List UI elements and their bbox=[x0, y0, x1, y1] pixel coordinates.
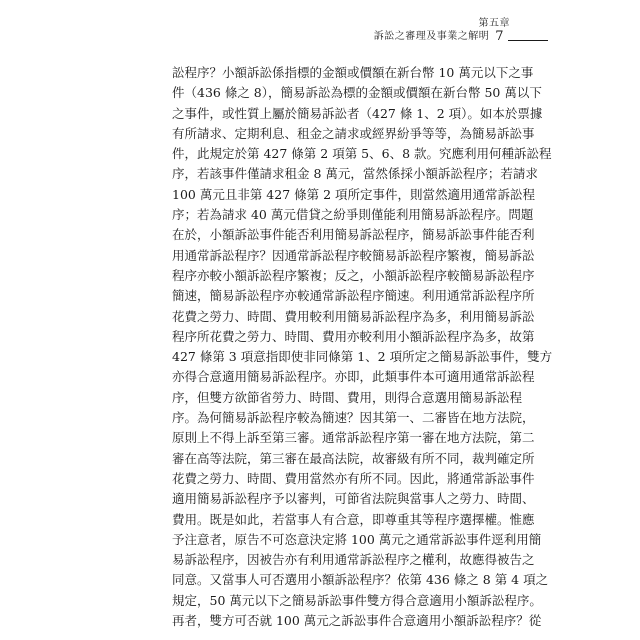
body-line: 在於，小額訴訟事件能否利用簡易訴訟程序，簡易訴訟事件能否利 bbox=[172, 227, 535, 243]
body-line: 用通常訴訟程序？因通常訴訟程序較簡易訴訟程序繁複，簡易訴訟 bbox=[172, 247, 535, 263]
body-line: 程序亦較小額訴訟程序繁複；反之，小額訴訟程序較簡易訴訟程序 bbox=[172, 267, 535, 283]
section-title: 訴訟之審理及事業之解明 bbox=[373, 31, 490, 42]
running-header bbox=[374, 18, 548, 43]
body-line: 之事件，或性質上屬於簡易訴訟者（427 條 1、2 項）。如本於票據 bbox=[172, 105, 543, 121]
section-line bbox=[374, 30, 548, 43]
body-line: 件（436 條之 8），簡易訴訟為標的金額或價額在新台幣 50 萬以下 bbox=[172, 85, 542, 101]
body-line: 427 條第 3 項意指即使非同條第 1、2 項所定之簡易訴訟事件，雙方 bbox=[172, 349, 553, 365]
body-line: 簡速，簡易訴訟程序亦較通常訴訟程序簡速。利用通常訴訟程序所 bbox=[172, 288, 535, 304]
body-line: 100 萬元且非第 427 條第 2 項所定事件，則當然適用通常訴訟程 bbox=[172, 186, 536, 202]
body-line: 費用。既是如此，若當事人有合意，即尊重其等程序選擇權。惟應 bbox=[172, 511, 535, 527]
body-line: 亦得合意適用簡易訴訟程序。亦即，此類事件本可適用通常訴訟程 bbox=[172, 369, 535, 385]
body-line: 訟程序？小額訴訟係指標的金額或價額在新台幣 10 萬元以下之事 bbox=[172, 65, 534, 80]
body-line: 予注意者，原告不可恣意決定將 100 萬元之通常訴訟事件逕利用簡 bbox=[172, 531, 542, 547]
body-line: 程序所花費之勞力、時間、費用亦較利用小額訴訟程序為多，故第 bbox=[172, 328, 535, 344]
page-number: 7 bbox=[495, 29, 504, 44]
body-line: 有所請求、定期利息、租金之請求或經界紛爭等等，為簡易訴訟事 bbox=[172, 125, 535, 141]
body-line: 審在高等法院，第三審在最高法院，故審級有所不同，裁判確定所 bbox=[172, 450, 535, 466]
body-line: 花費之勞力、時間、費用當然亦有所不同。因此，將通常訴訟事件 bbox=[172, 470, 535, 486]
body-line: 序；若為請求 40 萬元借貸之紛爭則僅能利用簡易訴訟程序。問題 bbox=[172, 207, 534, 223]
body-line: 件，此規定於第 427 條第 2 項第 5、6、8 款。究應利用何種訴訟程 bbox=[172, 146, 552, 162]
body-line: 規定，50 萬元以下之簡易訴訟事件雙方得合意適用小額訴訟程序。 bbox=[172, 592, 542, 608]
chapter-label: 第五章 bbox=[478, 18, 510, 29]
body-line: 易訴訟程序，因被告亦有利用通常訴訟程序之權利，故應得被告之 bbox=[172, 552, 535, 568]
header-rule bbox=[508, 40, 548, 41]
body-line: 序，若該事件僅請求租金 8 萬元，當然係採小額訴訟程序；若請求 bbox=[172, 166, 538, 182]
body-text bbox=[172, 63, 553, 631]
body-line: 序，但雙方欲節省勞力、時間、費用，則得合意選用簡易訴訟程 bbox=[172, 389, 523, 405]
body-line: 適用簡易訴訟程序予以審判，可節省法院與當事人之勞力、時間、 bbox=[172, 491, 535, 507]
body-line: 再者，雙方可否就 100 萬元之訴訟事件合意適用小額訴訟程序？從 bbox=[172, 613, 542, 629]
body-line: 序。為何簡易訴訟程序較為簡速？因其第一、二審皆在地方法院， bbox=[172, 410, 535, 426]
body-line: 原則上不得上訴至第三審。通常訴訟程序第一審在地方法院，第二 bbox=[172, 430, 535, 446]
body-line: 花費之勞力、時間、費用較利用簡易訴訟程序為多，利用簡易訴訟 bbox=[172, 308, 535, 324]
body-line: 同意。又當事人可否選用小額訴訟程序？依第 436 條之 8 第 4 項之 bbox=[172, 572, 549, 588]
